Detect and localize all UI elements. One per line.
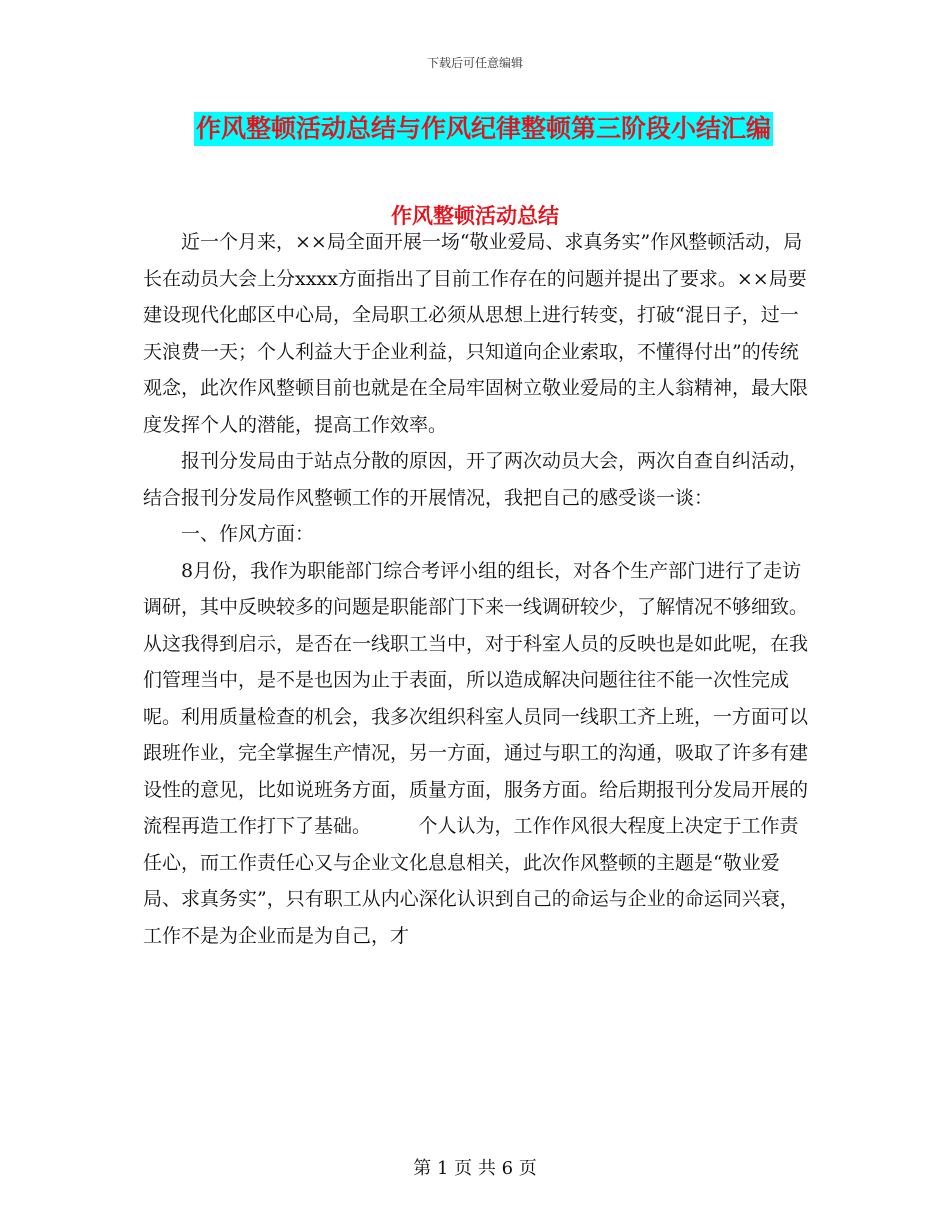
section-title: 作风整顿活动总结 [391, 203, 559, 228]
paragraph-august: 8月份，我作为职能部门综合考评小组的组长，对各个生产部门进行了走访调研，其中反映较多的问题是职能部门下来一线调研较少，了解情况不够细致。从这我得到启示，是否在一线职工当中，对于科室人员的反映也是如此呢，在我们管理当中，是不是也因为止于表面，所以造成解决问题往往不能一次性完成呢。利用质量检查的机会，我多次组织科室人员同一线职工齐上班，一方面可以跟班作业，完全掌握生产情况，另一方面，通过与职工的沟通，吸取了许多有建设性的意见，比如说班务方面，质量方面，服务方面。给后期报刊分发局开展的流程再造工作打下了基础。 个人认为，工作作风很大程度上决定于工作责任心，而工作责任心又与企业文化息息相关，此次作风整顿的主题是“敬业爱局、求真务实”，只有职工从内心深化认识到自己的命运与企业的命运同兴衰，工作不是为企业而是为自己，才 [143, 559, 809, 947]
document-body [143, 224, 808, 954]
paragraph-heading-style: 一、作风方面： [181, 523, 315, 545]
document-title: 作风整顿活动总结与作风纪律整顿第三阶段小结汇编 [194, 112, 773, 146]
page-number: 第 1 页 共 6 页 [413, 1158, 537, 1179]
paragraph-branch-office: 报刊分发局由于站点分散的原因，开了两次动员大会，两次自查自纠活动，结合报刊分发局作风整顿工作的开展情况，我把自己的感受谈一谈： [143, 450, 809, 509]
paragraph-intro: 近一个月来，××局全面开展一场“敬业爱局、求真务实”作风整顿活动，局长在动员大会上分xxxx方面指出了目前工作存在的问题并提出了要求。××局要建设现代化邮区中心局，全局职工必须从思想上进行转变，打破“混日子，过一天浪费一天；个人利益大于企业利益，只知道向企业索取，不懂得付出”的传统观念，此次作风整顿目前也就是在全局牢固树立敬业爱局的主人翁精神，最大限度发挥个人的潜能，提高工作效率。 [143, 231, 809, 436]
header-note: 下载后可任意编辑 [426, 56, 523, 70]
